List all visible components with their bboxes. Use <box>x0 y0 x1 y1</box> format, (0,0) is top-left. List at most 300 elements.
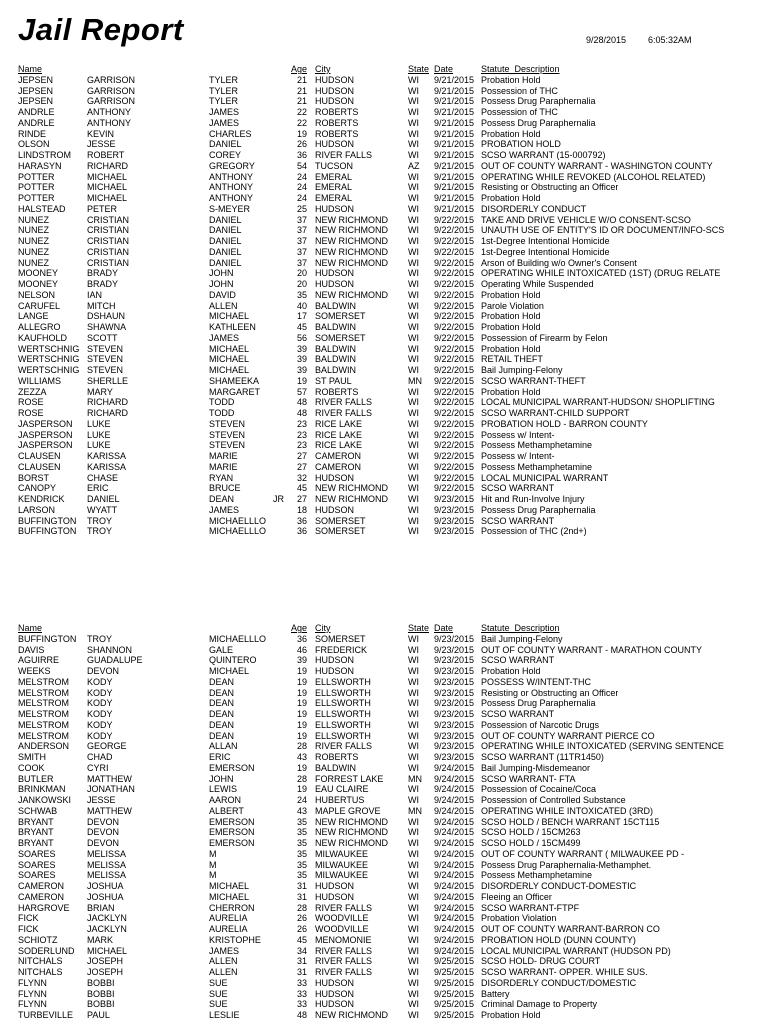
first-name: KEVIN <box>87 128 115 139</box>
state: WI <box>408 365 419 375</box>
last-name: NUNEZ <box>18 225 49 236</box>
first-name: MARY <box>87 386 113 397</box>
table-row <box>0 258 768 269</box>
last-name: BRYANT <box>18 838 54 848</box>
state: WI <box>408 644 419 655</box>
city: NEW RICHMOND <box>315 257 388 268</box>
booking-date: 9/23/2015 <box>434 687 475 698</box>
city: HUDSON <box>315 666 355 676</box>
state: WI <box>408 515 419 526</box>
city: EMERAL <box>315 182 353 193</box>
booking-date: 9/22/2015 <box>434 418 475 429</box>
booking-date: 9/24/2015 <box>434 881 475 891</box>
age: 36 <box>296 150 307 160</box>
first-name: JESSE <box>87 139 116 150</box>
middle-name: SUE <box>209 999 228 1010</box>
first-name: MICHAEL <box>87 182 128 193</box>
table-row <box>0 419 768 430</box>
first-name: CRISTIAN <box>87 225 130 236</box>
city: HUDSON <box>315 999 355 1010</box>
middle-name: TODD <box>209 397 235 408</box>
table-row <box>0 720 768 731</box>
state: WI <box>408 526 419 537</box>
middle-name: ALLEN <box>209 967 238 977</box>
first-name: TROY <box>87 633 113 644</box>
state: WI <box>408 762 419 773</box>
booking-date: 9/25/2015 <box>434 977 475 988</box>
middle-name: M <box>209 859 217 870</box>
state: WI <box>408 107 419 117</box>
middle-name: DEAN <box>209 687 235 698</box>
middle-name: MARGARET <box>209 386 261 397</box>
city: ROBERTS <box>315 107 359 117</box>
age: 23 <box>296 440 307 451</box>
first-name: STEVEN <box>87 343 124 354</box>
state: WI <box>408 741 419 752</box>
first-name: MATTHEW <box>87 805 132 816</box>
state: WI <box>408 311 419 322</box>
report-section-2 <box>0 623 768 1021</box>
table-row <box>0 741 768 752</box>
booking-date: 9/24/2015 <box>434 891 475 902</box>
middle-name: ANTHONY <box>209 182 254 193</box>
statute-description: Possession of Controlled Substance <box>481 795 626 805</box>
statute-description: Possess w/ Intent- <box>481 451 555 461</box>
table-row <box>0 279 768 290</box>
age: 33 <box>296 988 307 999</box>
table-row <box>0 96 768 107</box>
booking-date: 9/24/2015 <box>434 859 475 870</box>
state: MN <box>408 375 422 386</box>
state: WI <box>408 117 419 128</box>
state: MN <box>408 805 422 816</box>
booking-date: 9/22/2015 <box>434 268 475 279</box>
statute-description: 1st-Degree Intentional Homicide <box>481 246 610 257</box>
age: 48 <box>296 397 307 408</box>
last-name: CLAUSEN <box>18 451 61 461</box>
state: WI <box>408 203 419 214</box>
statute-description: PROBATION HOLD (DUNN COUNTY) <box>481 934 636 945</box>
first-name: JOSHUA <box>87 891 124 902</box>
last-name: MELSTROM <box>18 687 70 698</box>
table-row <box>0 86 768 97</box>
booking-date: 9/22/2015 <box>434 311 475 322</box>
middle-name: DANIEL <box>209 225 242 236</box>
booking-date: 9/23/2015 <box>434 644 475 655</box>
city: RIVER FALLS <box>315 945 373 956</box>
table-row <box>0 365 768 376</box>
booking-date: 9/22/2015 <box>434 408 475 418</box>
middle-name: STEVEN <box>209 418 246 429</box>
header-age: Age <box>290 623 307 633</box>
city: HUBERTUS <box>315 795 365 805</box>
age: 26 <box>296 913 307 924</box>
middle-name: TYLER <box>209 85 239 96</box>
city: NEW RICHMOND <box>315 483 388 494</box>
table-row <box>0 397 768 408</box>
last-name: ANDRLE <box>18 117 55 128</box>
table-row <box>0 462 768 473</box>
booking-date: 9/24/2015 <box>434 816 475 827</box>
middle-name: CHERRON <box>209 902 255 913</box>
middle-name: BRUCE <box>209 483 241 494</box>
age: 35 <box>296 848 307 859</box>
state: WI <box>408 730 419 741</box>
booking-date: 9/24/2015 <box>434 762 475 773</box>
statute-description: Probation Hold <box>481 193 541 203</box>
first-name: GARRISON <box>87 74 136 85</box>
city: NEW RICHMOND <box>315 494 388 504</box>
age: 19 <box>296 709 307 719</box>
first-name: TROY <box>87 515 113 526</box>
state: WI <box>408 440 419 451</box>
last-name: ALLEGRO <box>18 322 61 332</box>
last-name: SOARES <box>18 859 56 870</box>
table-row <box>0 634 768 645</box>
state: WI <box>408 719 419 730</box>
booking-date: 9/23/2015 <box>434 494 475 504</box>
statute-description: Possession of Firearm by Felon <box>481 332 608 343</box>
state: WI <box>408 795 419 805</box>
booking-date: 9/25/2015 <box>434 1010 475 1020</box>
city: NEW RICHMOND <box>315 225 388 236</box>
last-name: RINDE <box>18 128 47 139</box>
report-time: 6:05:32AM <box>648 35 692 45</box>
state: WI <box>408 418 419 429</box>
state: WI <box>408 397 419 408</box>
state: WI <box>408 902 419 913</box>
age: 23 <box>296 418 307 429</box>
table-row <box>0 978 768 989</box>
table-row <box>0 516 768 527</box>
first-name: MARK <box>87 934 114 945</box>
state: WI <box>408 504 419 515</box>
first-name: KODY <box>87 698 113 709</box>
statute-description: SCSO WARRANT-THEFT <box>481 375 586 386</box>
booking-date: 9/22/2015 <box>434 236 475 246</box>
middle-name: JOHN <box>209 773 234 784</box>
first-name: ROBERT <box>87 150 125 160</box>
state: WI <box>408 461 419 472</box>
booking-date: 9/22/2015 <box>434 397 475 408</box>
first-name: RICHARD <box>87 397 129 408</box>
statute-description: SCSO HOLD / 15CM499 <box>481 838 581 848</box>
state: WI <box>408 85 419 96</box>
booking-date: 9/22/2015 <box>434 257 475 268</box>
statute-description: SCSO HOLD / BENCH WARRANT 15CT115 <box>481 816 660 827</box>
booking-date: 9/21/2015 <box>434 96 475 107</box>
first-name: SHAWNA <box>87 322 127 332</box>
booking-date: 9/23/2015 <box>434 655 475 666</box>
first-name: KARISSA <box>87 461 127 472</box>
middle-name: STEVEN <box>209 429 246 440</box>
city: FREDERICK <box>315 644 368 655</box>
state: WI <box>408 881 419 891</box>
booking-date: 9/22/2015 <box>434 214 475 225</box>
first-name: MELISSA <box>87 859 127 870</box>
table-row <box>0 150 768 161</box>
middle-name: ALLEN <box>209 300 238 311</box>
middle-name: S-MEYER <box>209 203 251 214</box>
age: 19 <box>296 719 307 730</box>
last-name: KAUFHOLD <box>18 332 68 343</box>
header-statute: Statute_Description <box>481 64 560 74</box>
city: HUDSON <box>315 85 355 96</box>
statute-description: TAKE AND DRIVE VEHICLE W/O CONSENT-SCSO <box>481 214 691 225</box>
statute-description: RETAIL THEFT <box>481 354 543 365</box>
statute-description: LOCAL MUNICIPAL WARRANT (HUDSON PD) <box>481 945 671 956</box>
age: 28 <box>296 773 307 784</box>
statute-description: PROBATION HOLD <box>481 139 561 150</box>
last-name: BUTLER <box>18 773 54 784</box>
table-row <box>0 999 768 1010</box>
age: 21 <box>296 96 307 107</box>
table-row <box>0 698 768 709</box>
statute-description: SCSO HOLD- DRUG COURT <box>481 956 601 967</box>
table-row <box>0 247 768 258</box>
statute-description: Parole Violation <box>481 300 544 311</box>
table-row <box>0 903 768 914</box>
city: BALDWIN <box>315 354 357 365</box>
age: 19 <box>296 784 307 795</box>
table-row <box>0 440 768 451</box>
last-name: JASPERSON <box>18 418 73 429</box>
statute-description: Possess Drug Paraphernalia <box>481 96 596 107</box>
booking-date: 9/21/2015 <box>434 193 475 203</box>
city: SOMERSET <box>315 332 366 343</box>
age: 45 <box>296 934 307 945</box>
age: 24 <box>296 182 307 193</box>
table-row <box>0 946 768 957</box>
last-name: JEPSEN <box>18 96 54 107</box>
booking-date: 9/21/2015 <box>434 107 475 117</box>
statute-description: Possession of Cocaine/Coca <box>481 784 597 795</box>
table-row <box>0 666 768 677</box>
age: 17 <box>296 311 307 322</box>
city: RIVER FALLS <box>315 408 373 418</box>
middle-name: AURELIA <box>209 924 248 934</box>
table-row <box>0 483 768 494</box>
statute-description: Possess Methamphetamine <box>481 461 593 472</box>
middle-name: RYAN <box>209 472 234 483</box>
state: WI <box>408 924 419 934</box>
age: 24 <box>296 193 307 203</box>
age: 39 <box>296 343 307 354</box>
statute-description: OPERATING WHILE INTOXICATED (1ST) (DRUG RELATE <box>481 268 721 279</box>
middle-name: ANTHONY <box>209 193 254 203</box>
city: HUDSON <box>315 891 355 902</box>
table-row <box>0 645 768 656</box>
middle-name: QUINTERO <box>209 655 257 666</box>
age: 43 <box>296 752 307 762</box>
statute-description: POSSESS W/INTENT-THC <box>481 676 592 687</box>
age: 19 <box>296 375 307 386</box>
first-name: DEVON <box>87 666 120 676</box>
middle-name: DEAN <box>209 676 235 687</box>
age: 18 <box>296 504 307 515</box>
first-name: KODY <box>87 709 113 719</box>
first-name: LUKE <box>87 418 111 429</box>
first-name: JOSEPH <box>87 956 124 967</box>
state: WI <box>408 386 419 397</box>
city: TUCSON <box>315 160 353 171</box>
first-name: JOSEPH <box>87 967 124 977</box>
last-name: BUFFINGTON <box>18 515 77 526</box>
state: WI <box>408 246 419 257</box>
state: WI <box>408 633 419 644</box>
last-name: WERTSCHNIG <box>18 343 80 354</box>
state: WI <box>408 268 419 279</box>
column-header-row <box>0 64 768 75</box>
first-name: SHERLLE <box>87 375 129 386</box>
statute-description: DISORDERLY CONDUCT/DOMESTIC <box>481 977 637 988</box>
city: RIVER FALLS <box>315 741 373 752</box>
last-name: NUNEZ <box>18 257 49 268</box>
last-name: SOARES <box>18 870 56 881</box>
city: WOODVILLE <box>315 913 369 924</box>
booking-date: 9/23/2015 <box>434 504 475 515</box>
middle-name: ALLEN <box>209 956 238 967</box>
age: 54 <box>296 160 307 171</box>
last-name: ZEZZA <box>18 386 47 397</box>
state: WI <box>408 182 419 193</box>
city: ELLSWORTH <box>315 676 371 687</box>
first-name: JESSE <box>87 795 116 805</box>
table-row <box>0 387 768 398</box>
middle-name: JAMES <box>209 504 240 515</box>
statute-description: SCSO WARRANT-FTPF <box>481 902 580 913</box>
city: NEW RICHMOND <box>315 214 388 225</box>
last-name: HARGROVE <box>18 902 70 913</box>
table-row <box>0 354 768 365</box>
last-name: TURBEVILLE <box>18 1010 74 1020</box>
booking-date: 9/24/2015 <box>434 848 475 859</box>
last-name: JEPSEN <box>18 74 54 85</box>
city: HUDSON <box>315 203 355 214</box>
middle-name: AURELIA <box>209 913 248 924</box>
first-name: JACKLYN <box>87 913 127 924</box>
first-name: GEORGE <box>87 741 127 752</box>
middle-name: ANTHONY <box>209 171 254 182</box>
city: HUDSON <box>315 977 355 988</box>
first-name: MICHAEL <box>87 945 128 956</box>
statute-description: Bail Jumping-Felony <box>481 633 563 644</box>
table-row <box>0 709 768 720</box>
last-name: OLSON <box>18 139 50 150</box>
state: WI <box>408 891 419 902</box>
age: 21 <box>296 74 307 85</box>
last-name: WERTSCHNIG <box>18 354 80 365</box>
booking-date: 9/25/2015 <box>434 988 475 999</box>
last-name: CAMERON <box>18 891 65 902</box>
statute-description: Possess w/ Intent- <box>481 429 555 440</box>
state: WI <box>408 279 419 289</box>
middle-name: EMERSON <box>209 816 255 827</box>
last-name: BRYANT <box>18 827 54 838</box>
last-name: MELSTROM <box>18 719 70 730</box>
state: WI <box>408 999 419 1010</box>
age: 37 <box>296 214 307 225</box>
city: BALDWIN <box>315 322 357 332</box>
last-name: MELSTROM <box>18 676 70 687</box>
table-row <box>0 333 768 344</box>
last-name: MOONEY <box>18 268 59 279</box>
city: HUDSON <box>315 881 355 891</box>
middle-name: MARIE <box>209 461 238 472</box>
booking-date: 9/21/2015 <box>434 85 475 96</box>
middle-name: DEAN <box>209 730 235 741</box>
state: WI <box>408 838 419 848</box>
booking-date: 9/21/2015 <box>434 171 475 182</box>
booking-date: 9/24/2015 <box>434 827 475 838</box>
last-name: MELSTROM <box>18 709 70 719</box>
table-row <box>0 172 768 183</box>
table-row <box>0 935 768 946</box>
first-name: MITCH <box>87 300 116 311</box>
city: ROBERTS <box>315 752 359 762</box>
statute-description: Resisting or Obstructing an Officer <box>481 182 619 193</box>
middle-name: MICHAELLLO <box>209 526 267 537</box>
table-row <box>0 204 768 215</box>
statute-description: Probation Hold <box>481 1010 541 1020</box>
middle-name: MICHAEL <box>209 891 250 902</box>
table-row <box>0 161 768 172</box>
booking-date: 9/22/2015 <box>434 322 475 332</box>
table-row <box>0 268 768 279</box>
state: WI <box>408 655 419 666</box>
last-name: HARASYN <box>18 160 62 171</box>
table-row <box>0 118 768 129</box>
city: SOMERSET <box>315 526 366 537</box>
city: ELLSWORTH <box>315 687 371 698</box>
last-name: AGUIRRE <box>18 655 60 666</box>
age: 31 <box>296 967 307 977</box>
state: AZ <box>408 160 420 171</box>
age: 45 <box>296 322 307 332</box>
last-name: CAMERON <box>18 881 65 891</box>
age: 22 <box>296 107 307 117</box>
last-name: WERTSCHNIG <box>18 365 80 375</box>
age: 46 <box>296 644 307 655</box>
booking-date: 9/22/2015 <box>434 279 475 289</box>
suffix: JR <box>273 494 284 504</box>
state: WI <box>408 687 419 698</box>
age: 37 <box>296 225 307 236</box>
table-row <box>0 860 768 871</box>
statute-description: Hit and Run-Involve Injury <box>481 494 585 504</box>
booking-date: 9/24/2015 <box>434 773 475 784</box>
city: BALDWIN <box>315 300 357 311</box>
middle-name: MICHAEL <box>209 881 250 891</box>
state: WI <box>408 784 419 795</box>
middle-name: EMERSON <box>209 838 255 848</box>
table-row <box>0 526 768 537</box>
age: 23 <box>296 429 307 440</box>
middle-name: MICHAEL <box>209 343 250 354</box>
city: NEW RICHMOND <box>315 827 388 838</box>
last-name: MOONEY <box>18 279 59 289</box>
statute-description: UNAUTH USE OF ENTITY'S ID OR DOCUMENT/INFO-SCS <box>481 225 725 236</box>
city: HUDSON <box>315 268 355 279</box>
statute-description: Criminal Damage to Property <box>481 999 598 1010</box>
city: HUDSON <box>315 988 355 999</box>
last-name: LARSON <box>18 504 56 515</box>
booking-date: 9/21/2015 <box>434 150 475 160</box>
age: 35 <box>296 827 307 838</box>
last-name: FICK <box>18 924 39 934</box>
age: 19 <box>296 762 307 773</box>
state: WI <box>408 698 419 709</box>
